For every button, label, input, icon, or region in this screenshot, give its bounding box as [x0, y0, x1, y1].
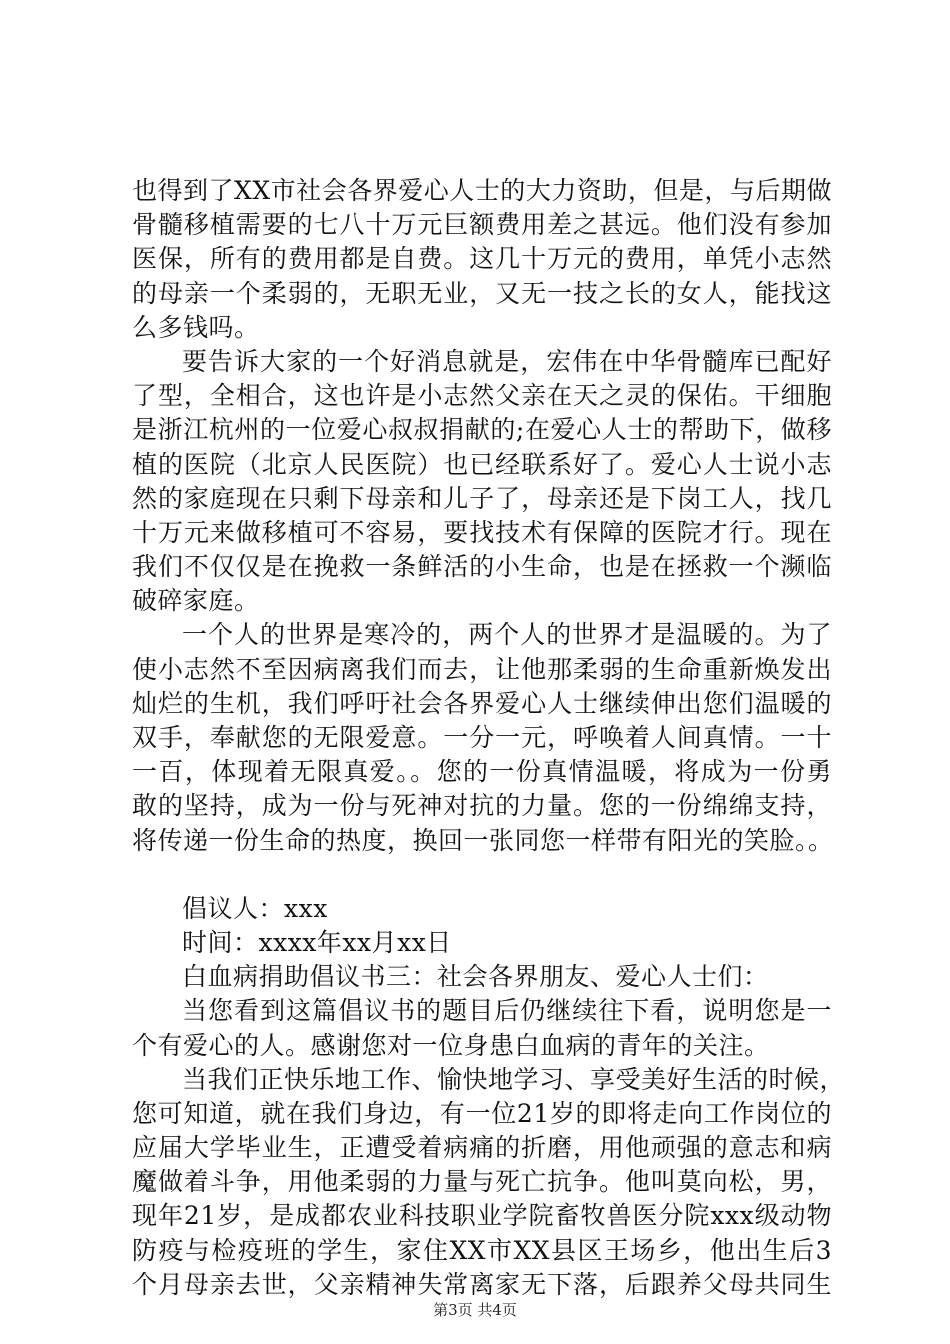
text-line: 现年21岁，是成都农业科技职业学院畜牧兽医分院xxx级动物 [132, 1201, 832, 1231]
text-line: 灿烂的生机，我们呼吁社会各界爱心人士继续伸出您们温暖的 [132, 688, 832, 718]
text-line: 敢的坚持，成为一份与死神对抗的力量。您的一份绵绵支持， [132, 791, 832, 821]
paragraph-1 [132, 174, 832, 345]
paragraph-5 [132, 994, 832, 1062]
text-line: 应届大学毕业生，正遭受着病痛的折磨，用他顽强的意志和病 [132, 1133, 832, 1163]
signature-block [132, 892, 832, 960]
text-line: 个月母亲去世，父亲精神失常离家无下落，后跟养父母共同生 [132, 1269, 832, 1299]
text-line: 使小志然不至因病离我们而去，让他那柔弱的生命重新焕发出 [132, 654, 832, 684]
blank-line [132, 858, 832, 892]
text-line: 植的医院（北京人民医院）也已经联系好了。爱心人士说小志 [132, 449, 832, 479]
text-line: 要告诉大家的一个好消息就是，宏伟在中华骨髓库已配好 [182, 346, 832, 376]
text-line: 是浙江杭州的一位爱心叔叔捐献的;在爱心人士的帮助下，做移 [132, 415, 832, 445]
text-line: 个有爱心的人。感谢您对一位身患白血病的青年的关注。 [132, 1030, 770, 1060]
page-number: 第3页 共4页 [433, 1301, 517, 1319]
text-line: 破碎家庭。 [132, 586, 260, 616]
text-line: 么多钱吗。 [132, 312, 260, 342]
text-line: 骨髓移植需要的七八十万元巨额费用差之甚远。他们没有参加 [132, 210, 832, 240]
text-line: 一个人的世界是寒冷的，两个人的世界才是温暖的。为了 [182, 620, 832, 650]
text-line: 了型，全相合，这也许是小志然父亲在天之灵的保佑。干细胞 [132, 381, 832, 411]
text-line: 当我们正快乐地工作、愉快地学习、享受美好生活的时候， [182, 1064, 846, 1094]
text-line: 我们不仅仅是在挽救一条鲜活的小生命，也是在拯救一个濒临 [132, 552, 832, 582]
initiator-line: 倡议人：xxx [182, 893, 328, 923]
text-line: 医保，所有的费用都是自费。这几十万元的费用，单凭小志然 [132, 244, 832, 274]
text-line: 您可知道，就在我们身边，有一位21岁的即将走向工作岗位的 [132, 1098, 832, 1128]
text-line: 将传递一份生命的热度，换回一张同您一样带有阳光的笑脸。。 [132, 825, 834, 855]
text-line: 防疫与检疫班的学生，家住XX市XX县区王场乡，他出生后3 [132, 1235, 832, 1265]
date-line: 时间：xxxx年xx月xx日 [182, 927, 452, 957]
text-line: 魔做着斗争，用他柔弱的力量与死亡抗争。他叫莫向松，男， [132, 1167, 832, 1197]
text-line: 双手，奉献您的无限爱意。一分一元，呼唤着人间真情。一十 [132, 723, 832, 752]
text-line: 十万元来做移植可不容易，要找技术有保障的医院才行。现在 [132, 517, 832, 547]
text-line: 也得到了XX市社会各界爱心人士的大力资助，但是，与后期做 [132, 176, 832, 205]
paragraph-2 [132, 345, 832, 619]
paragraph-6 [132, 1063, 846, 1302]
text-line: 当您看到这篇倡议书的题目后仍继续往下看，说明您是一 [182, 996, 832, 1026]
paragraph-3 [132, 618, 832, 857]
text-line: 的母亲一个柔弱的，无职无业，又无一技之长的女人，能找这 [132, 278, 832, 308]
section-heading: 白血病捐助倡议书三：社会各界朋友、爱心人士们： [182, 962, 769, 992]
text-line: 然的家庭现在只剩下母亲和儿子了，母亲还是下岗工人，找几 [132, 483, 832, 513]
text-line: 一百，体现着无限真爱。。您的一份真情温暖，将成为一份勇 [132, 757, 832, 787]
paragraph-4 [132, 960, 832, 994]
document-body [132, 174, 846, 1302]
